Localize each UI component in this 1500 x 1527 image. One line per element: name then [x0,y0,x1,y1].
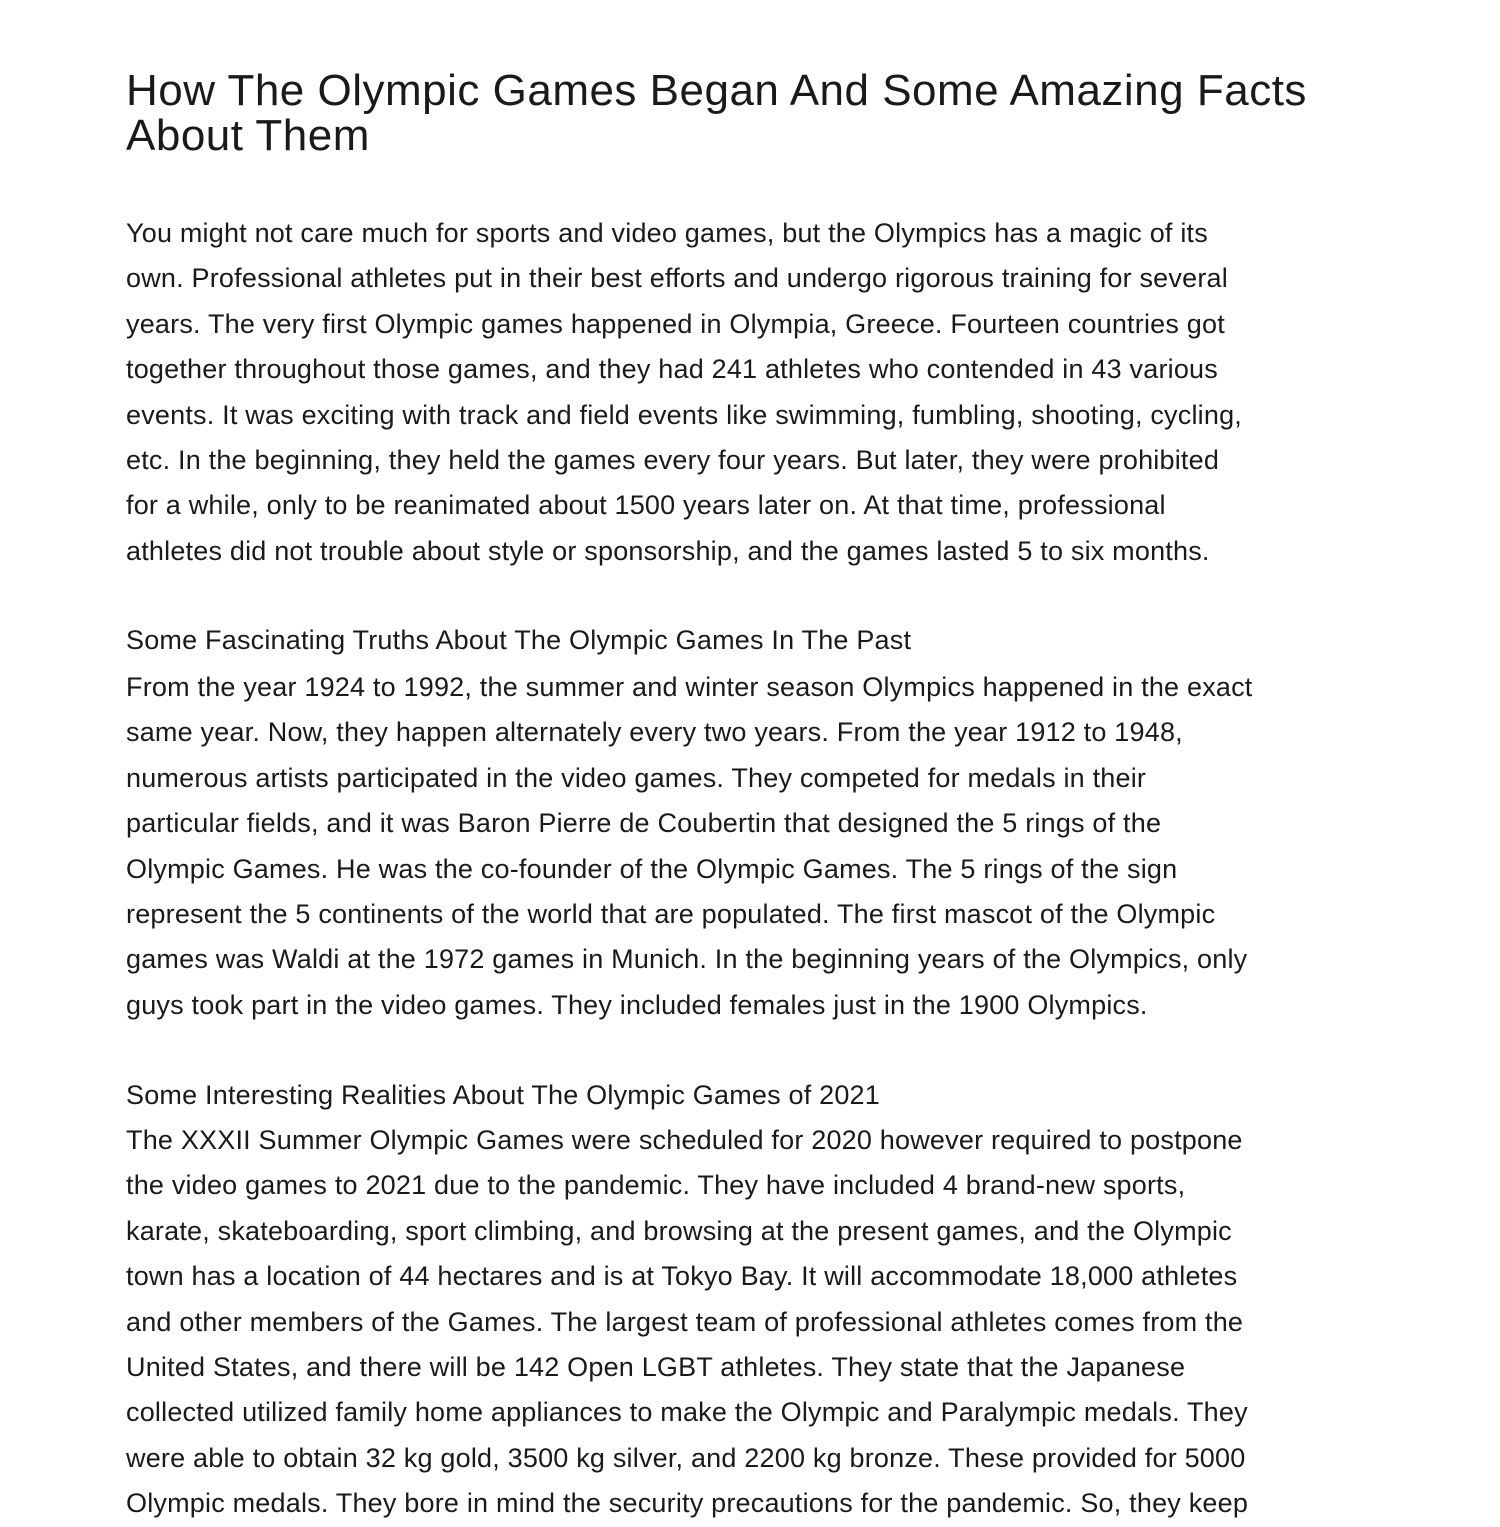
text-line: for a while, only to be reanimated about 1500 years later on. At that time, professional [126,490,1166,521]
text-line: etc. In the beginning, they held the games every four years. But later, they were prohibited [126,445,1220,476]
text-line: and other members of the Games. The largest team of professional athletes comes from the [126,1306,1244,1337]
text-line: years. The very first Olympic games happened in Olympia, Greece. Fourteen countries got [126,308,1225,339]
facts-2021-paragraph [126,1118,1248,1527]
text-line: United States, and there will be 142 Open LGBT athletes. They state that the Japanese [126,1352,1186,1383]
text-line: From the year 1924 to 1992, the summer and winter season Olympics happened in the exact [126,672,1253,702]
text-line: The XXXII Summer Olympic Games were scheduled for 2020 however required to postpone [126,1125,1243,1155]
text-line: town has a location of 44 hectares and is at Tokyo Bay. It will accommodate 18,000 athletes [126,1261,1238,1292]
text-line: athletes did not trouble about style or sponsorship, and the games lasted 5 to six months. [126,535,1210,566]
text-line: particular fields, and it was Baron Pierre de Coubertin that designed the 5 rings of the [126,808,1162,839]
past-facts-paragraph [126,665,1253,1028]
text-line: Olympic Games. He was the co-founder of the Olympic Games. The 5 rings of the sign [126,853,1178,884]
text-line: events. It was exciting with track and field events like swimming, fumbling, shooting, cycling, [126,399,1242,430]
text-line: Olympic medals. They bore in mind the security precautions for the pandemic. So, they keep [126,1488,1249,1519]
text-line: guys took part in the video games. They included females just in the 1900 Olympics. [126,989,1148,1020]
title-line: How The Olympic Games Began And Some Amazing Facts [126,66,1307,115]
text-line: own. Professional athletes put in their best efforts and undergo rigorous training for several [126,263,1228,294]
text-line: were able to obtain 32 kg gold, 3500 kg silver, and 2200 kg bronze. These provided for 5000 [126,1442,1246,1473]
section-heading-past: Some Fascinating Truths About The Olympic Games In The Past [126,625,912,655]
section-heading-2021: Some Interesting Realities About The Olympic Games of 2021 [126,1080,880,1110]
text-line: games was Waldi at the 1972 games in Munich. In the beginning years of the Olympics, only [126,944,1248,975]
text-line: karate, skateboarding, sport climbing, and browsing at the present games, and the Olympic [126,1215,1232,1246]
page-title [126,68,1307,158]
text-line: together throughout those games, and they had 241 athletes who contended in 43 various [126,354,1218,385]
text-line: numerous artists participated in the video games. They competed for medals in their [126,762,1147,793]
title-line: About Them [126,111,370,160]
text-line: same year. Now, they happen alternately every two years. From the year 1912 to 1948, [126,717,1183,748]
text-line: collected utilized family home appliances to make the Olympic and Paralympic medals. They [126,1397,1248,1428]
intro-paragraph [126,211,1242,574]
text-line: represent the 5 continents of the world that are populated. The first mascot of the Olympic [126,899,1216,930]
text-line: You might not care much for sports and video games, but the Olympics has a magic of its [126,218,1208,248]
text-line: the video games to 2021 due to the pandemic. They have included 4 brand-new sports, [126,1170,1186,1201]
